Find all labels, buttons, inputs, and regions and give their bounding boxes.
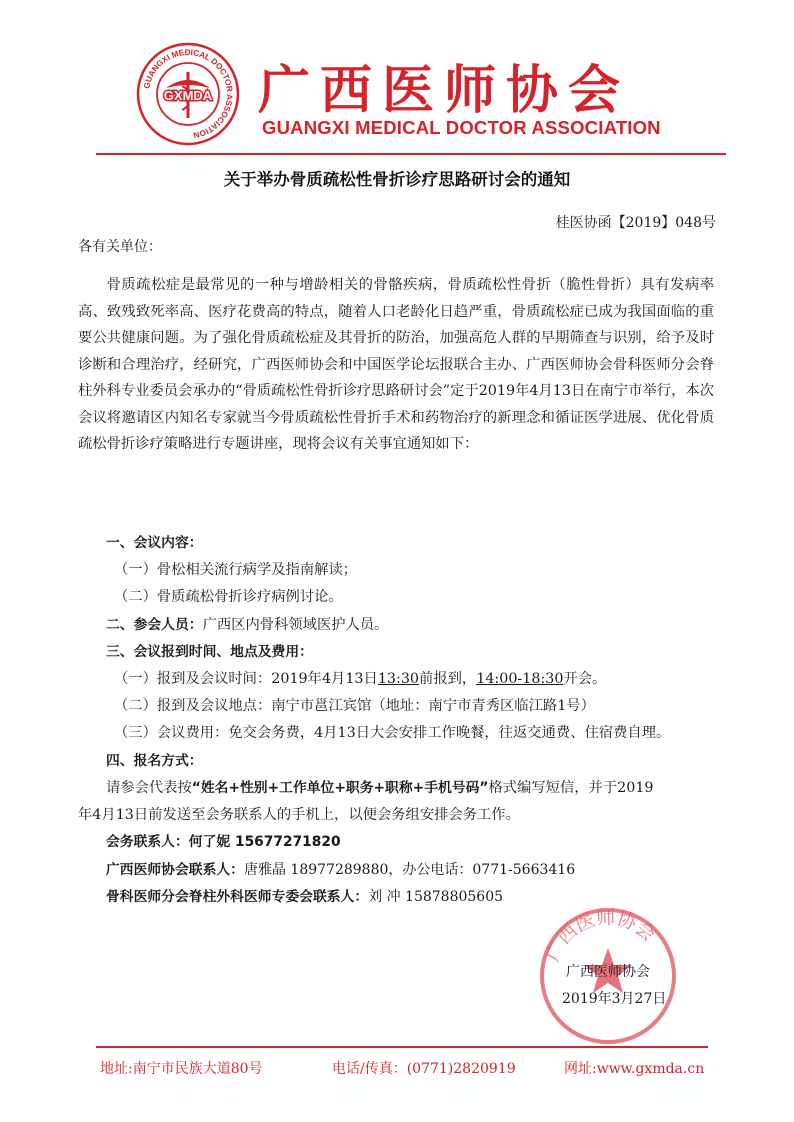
checkin-suffix: 前报到， (419, 670, 477, 687)
meeting-date: （一）报到及会议时间：2019年4月13日 (114, 670, 378, 687)
org-name-cn: 广西医师协会 (258, 60, 631, 121)
footer-divider (96, 1046, 708, 1048)
logo-text: GXMDA (163, 88, 213, 103)
footer-website: 网址:www.gxmda.cn (564, 1061, 705, 1077)
section-2 (78, 612, 738, 639)
seal-text: 广西医师协会 (541, 906, 660, 965)
section-4-title: 四、报名方式： (106, 752, 203, 769)
signature-organization: 广西医师协会 (566, 964, 650, 980)
contact-spine-text: 刘 冲 15878805605 (368, 889, 504, 906)
registration-post: 格式编写短信，并于2019 (488, 779, 654, 796)
meeting-suffix: 开会。 (563, 670, 607, 687)
section-1-item-2: （二）骨质疏松骨折诊疗病例讨论。 (114, 589, 343, 606)
contact-meeting (78, 829, 738, 857)
checkin-time: 13:30 (377, 670, 420, 687)
header-divider (96, 153, 726, 155)
section-3-item-3: （三）会议费用：免交会务费，4月13日大会安排工作晚餐，往返交通费、住宿费自理。 (114, 725, 671, 742)
footer-phone: 电话/传真：(0771)2820919 (332, 1061, 516, 1077)
notice-sections (78, 530, 738, 912)
section-4-heading (78, 748, 738, 775)
reference-number: 桂医协函【2019】048号 (555, 215, 716, 231)
signature-date: 2019年3月27日 (562, 991, 667, 1007)
meeting-time: 14:00-18:30 (476, 670, 564, 687)
section-1-item-1: （一）骨松相关流行病学及指南解读； (114, 562, 358, 579)
section-3-heading (78, 639, 738, 666)
contact-meeting-text: 会务联系人：何了妮 15677271820 (106, 834, 341, 851)
document-title: 关于举办骨质疏松性骨折诊疗思路研讨会的通知 (223, 170, 571, 189)
section-1-heading (78, 530, 738, 557)
section-3-item-1 (78, 666, 738, 693)
sms-format: “姓名+性别+工作单位+职务+职称+手机号码” (191, 779, 489, 796)
section-2-text: 广西区内骨科领域医护人员。 (202, 616, 389, 633)
registration-line-2: 年4月13日前发送至会务联系人的手机上，以便会务组安排会务工作。 (78, 806, 520, 823)
association-logo (136, 42, 240, 146)
contact-spine-label: 骨科医师分会脊柱外科医师专委会联系人： (106, 889, 369, 906)
contact-association-label: 广西医师协会联系人： (106, 861, 244, 878)
logo-ring-text: GUANGXI MEDICAL DOCTOR ASSOCIATION (142, 47, 235, 140)
section-2-title: 二、参会人员： (106, 616, 203, 633)
footer-address: 地址:南宁市民族大道80号 (100, 1061, 263, 1077)
letterhead (0, 0, 794, 160)
contact-association (78, 857, 738, 885)
registration-pre: 请参会代表按 (106, 779, 192, 796)
body-paragraph: 骨质疏松症是最常见的一种与增龄相关的骨骼疾病，骨质疏松性骨折（脆性骨折）具有发病率高、致残致死率高、医疗花费高的特点，随着人口老龄化日趋严重，骨质疏松症已成为我国面临的重要公共健康问题。为了强化骨质疏松症及其骨折的防治，加强高危人群的早期筛查与识别，给予及时诊断和合理治疗，经研究，广西医师协会和中国医学论坛报联合主办、广西医师协会骨科医师分会脊柱外科专业委员会承办的“骨质疏松性骨折诊疗思路研讨会”定于2019年4月13日在南宁市举行，本次会议将邀请区内知名专家就当今骨质疏松性骨折手术和药物治疗的新理念和循证医学进展、优化骨质疏松骨折诊疗策略进行专题讲座，现将会议有关事宜通知如下： (78, 277, 714, 452)
section-3-title: 三、会议报到时间、地点及费用： (106, 643, 313, 660)
section-1-title: 一、会议内容： (106, 535, 203, 551)
contact-association-text: 唐雅晶 18977289880，办公电话：0771-5663416 (243, 861, 576, 878)
org-name-en: GUANGXI MEDICAL DOCTOR ASSOCIATION (262, 117, 661, 138)
salutation: 各有关单位： (78, 239, 162, 255)
registration-line-1 (78, 775, 738, 802)
svg-text:广西医师协会 (541, 907, 659, 965)
section-3-item-2: （二）报到及会议地点：南宁市邕江宾馆（地址：南宁市青秀区临江路1号） (114, 698, 595, 715)
